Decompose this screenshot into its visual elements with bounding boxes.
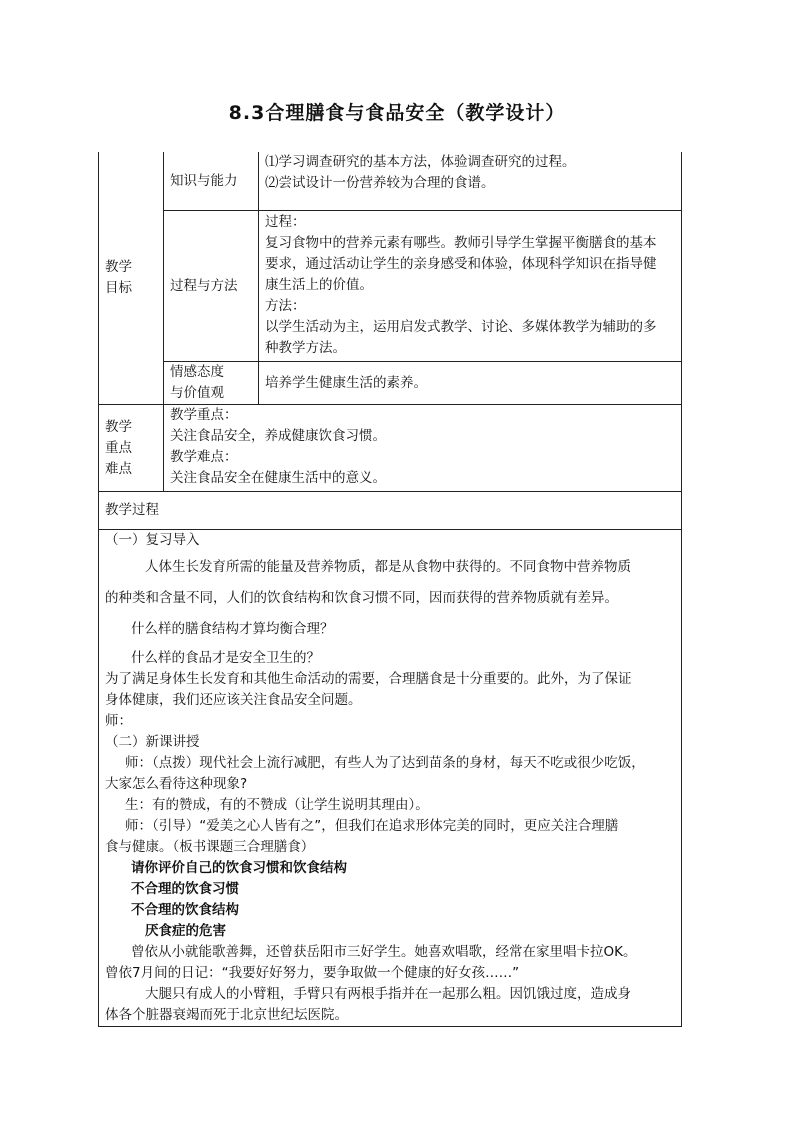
knowledge-label: 知识与能力 <box>164 152 259 211</box>
keypoint-line-3: 教学难点： <box>170 449 238 465</box>
process-line-4: 康生活上的价值。 <box>265 277 373 293</box>
story-line-2: 曾依7月间的日记：“我要好好努力，要争取做一个健康的好女孩……” <box>105 965 520 981</box>
emotion-label-2: 与价值观 <box>170 385 224 401</box>
teacher-line: 师： <box>105 713 132 729</box>
process-body-row <box>99 530 682 1027</box>
story-line-3a: 大腿只有成人的小臂粗，手臂只有两根手指并在一起那么粗。因饥饿过度，造成身 <box>145 986 631 1002</box>
section-new-lesson: （二）新课讲授 <box>105 734 200 750</box>
process-header: 教学过程 <box>99 492 682 530</box>
knowledge-content <box>259 152 682 211</box>
process-line-6: 以学生活动为主，运用启发式教学、讨论、多媒体教学为辅助的多 <box>265 319 657 335</box>
para2-line-b: 身体健康，我们还应该关注食品安全问题。 <box>105 692 362 708</box>
knowledge-line-2: ⑵尝试设计一份营养较为合理的食谱。 <box>265 175 495 191</box>
page-title: 8.3合理膳食与食品安全（教学设计） <box>228 102 566 124</box>
keypoints-label-cell <box>99 405 164 492</box>
story-line-1: 曾依从小就能歌善舞，还曾获岳阳市三好学生。她喜欢唱歌，经常在家里唱卡拉OK。 <box>131 944 637 960</box>
heading-habits: 不合理的饮食习惯 <box>131 881 239 897</box>
process-header-row <box>99 492 682 530</box>
teacher-2-line-a: 师：（引导）“爱美之心人皆有之”，但我们在追求形体完美的同时，更应关注合理膳 <box>125 818 619 834</box>
teacher-1-line-b: 大家怎么看待这种现象? <box>105 776 248 792</box>
process-body <box>99 530 682 1027</box>
teacher-1-line-a: 师：（点拨）现代社会上流行减肥，有些人为了达到苗条的身材，每天不吃或很少吃饭， <box>125 755 645 771</box>
process-method-label: 过程与方法 <box>164 211 259 362</box>
teacher-2-line-b: 食与健康。（板书课题三合理膳食） <box>105 839 315 855</box>
objective-knowledge-row <box>99 152 682 211</box>
objectives-label-cell <box>99 152 164 405</box>
process-line-1: 过程： <box>265 214 306 230</box>
keypoint-line-4: 关注食品安全在健康生活中的意义。 <box>170 470 386 486</box>
question-1: 什么样的膳食结构才算均衡合理？ <box>131 621 334 637</box>
keypoints-label-3: 难点 <box>105 460 132 477</box>
story-line-3b: 体各个脏器衰竭而死于北京世纪坛医院。 <box>105 1007 348 1023</box>
knowledge-line-1: ⑴学习调查研究的基本方法，体验调查研究的过程。 <box>265 154 576 170</box>
section-review: （一）复习导入 <box>105 532 200 548</box>
objectives-label-1: 教学 <box>105 259 132 275</box>
process-method-content <box>259 211 682 362</box>
objective-emotion-row <box>99 362 682 405</box>
emotion-label <box>164 362 259 405</box>
keypoints-row <box>99 405 682 492</box>
heading-structure: 不合理的饮食结构 <box>131 902 239 918</box>
keypoints-content <box>164 405 682 492</box>
keypoints-label-1: 教学 <box>105 418 132 435</box>
process-line-7: 种教学方法。 <box>265 340 346 356</box>
objective-process-row <box>99 211 682 362</box>
process-line-2: 复习食物中的营养元素有哪些。教师引导学生掌握平衡膳食的基本 <box>265 235 657 251</box>
keypoint-line-1: 教学重点： <box>170 407 238 423</box>
para1-line-a: 人体生长发育所需的能量及营养物质，都是从食物中获得的。不同食物中营养物质 <box>145 559 631 575</box>
lesson-plan-table <box>98 152 682 1027</box>
student-1: 生：有的赞成，有的不赞成（让学生说明其理由）。 <box>125 797 429 813</box>
emotion-label-1: 情感态度 <box>170 364 224 380</box>
heading-evaluate: 请你评价自己的饮食习惯和饮食结构 <box>131 860 347 876</box>
process-line-3: 要求，通过活动让学生的亲身感受和体验，体现科学知识在指导健 <box>265 256 657 272</box>
heading-anorexia: 厌食症的危害 <box>145 923 226 939</box>
emotion-content: 培养学生健康生活的素养。 <box>259 362 682 405</box>
process-line-5: 方法： <box>265 298 306 314</box>
question-2: 什么样的食品才是安全卫生的？ <box>131 650 320 666</box>
para1-line-b: 的种类和含量不同，人们的饮食结构和饮食习惯不同，因而获得的营养物质就有差异。 <box>105 590 618 606</box>
keypoints-label-2: 重点 <box>105 439 132 456</box>
keypoint-line-2: 关注食品安全，养成健康饮食习惯。 <box>170 428 386 444</box>
para2-line-a: 为了满足身体生长发育和其他生命活动的需要，合理膳食是十分重要的。此外，为了保证 <box>105 671 632 687</box>
objectives-label-2: 目标 <box>105 280 132 296</box>
